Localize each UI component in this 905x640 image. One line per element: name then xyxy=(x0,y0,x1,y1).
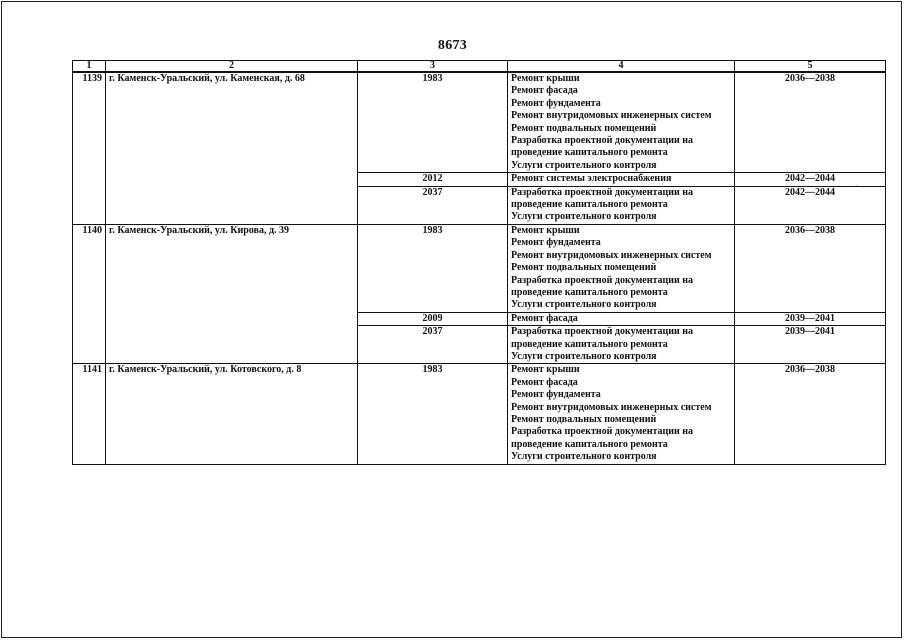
work-item: Ремонт крыши xyxy=(511,73,580,84)
commissioning-year: 2037 xyxy=(358,186,508,224)
works-list xyxy=(508,326,735,364)
work-item: Ремонт системы электроснабжения xyxy=(511,173,672,185)
work-item: Разработка проектной документации на xyxy=(511,426,694,438)
table-row xyxy=(73,224,886,312)
work-item: Ремонт фундамента xyxy=(511,237,601,249)
commissioning-year: 2012 xyxy=(358,173,508,186)
work-item: Ремонт подвальных помещений xyxy=(511,262,657,274)
work-item: проведение капитального ремонта xyxy=(511,199,668,211)
row-number: 1141 xyxy=(73,364,106,464)
scan-speck: · xyxy=(855,182,858,191)
work-item: Ремонт внутридомовых инженерных систем xyxy=(511,110,712,122)
column-number-row xyxy=(73,61,886,73)
work-item: Услуги строительного контроля xyxy=(511,299,657,311)
work-item: Ремонт фасада xyxy=(511,376,578,388)
repair-period: 2039—2041 xyxy=(735,312,886,325)
work-item: Услуги строительного контроля xyxy=(511,451,657,463)
work-item: Разработка проектной документации на xyxy=(511,135,694,147)
repair-schedule-table xyxy=(72,60,886,465)
work-item: Разработка проектной документации на xyxy=(511,274,694,286)
column-header-4: 4 xyxy=(508,61,735,73)
row-number: 1139 xyxy=(73,72,106,224)
repair-period: 2042—2044 xyxy=(735,173,886,186)
commissioning-year: 1983 xyxy=(358,72,508,173)
repair-period: 2039—2041 xyxy=(735,326,886,364)
work-item: Ремонт фундамента xyxy=(511,97,601,109)
page-number: 8673 xyxy=(437,38,468,53)
row-number: 1140 xyxy=(73,224,106,363)
repair-period: 2036—2038 xyxy=(735,224,886,312)
works-list xyxy=(508,312,735,325)
work-item: Ремонт внутридомовых инженерных систем xyxy=(511,401,712,413)
table-row xyxy=(73,364,886,464)
works-list xyxy=(508,364,735,464)
work-item: Разработка проектной документации на xyxy=(511,186,694,198)
work-item: Ремонт крыши xyxy=(511,364,580,376)
work-item: проведение капитального ремонта xyxy=(511,147,668,159)
table-row xyxy=(73,72,886,173)
work-item: Ремонт фасада xyxy=(511,312,578,324)
column-header-2: 2 xyxy=(106,61,358,73)
works-list xyxy=(508,72,735,173)
work-item: Разработка проектной документации на xyxy=(511,326,694,338)
works-list xyxy=(508,173,735,186)
works-list xyxy=(508,186,735,224)
commissioning-year: 1983 xyxy=(358,364,508,464)
work-item: Ремонт внутридомовых инженерных систем xyxy=(511,249,712,261)
column-header-1: 1 xyxy=(73,61,106,73)
building-address: г. Каменск-Уральский, ул. Котовского, д. 8 xyxy=(106,364,358,464)
building-address: г. Каменск-Уральский, ул. Кирова, д. 39 xyxy=(106,224,358,363)
work-item: Ремонт подвальных помещений xyxy=(511,413,657,425)
column-header-5: 5 xyxy=(735,61,886,73)
building-address: г. Каменск-Уральский, ул. Каменская, д. 68 xyxy=(106,72,358,224)
works-list xyxy=(508,224,735,312)
work-item: Ремонт крыши xyxy=(511,224,580,236)
work-item: Услуги строительного контроля xyxy=(511,350,657,362)
work-item: Услуги строительного контроля xyxy=(511,159,657,171)
work-item: Ремонт подвальных помещений xyxy=(511,122,657,134)
commissioning-year: 2037 xyxy=(358,326,508,364)
column-header-3: 3 xyxy=(358,61,508,73)
table-body xyxy=(73,72,886,464)
work-item: Ремонт фасада xyxy=(511,85,578,97)
work-item: Ремонт фундамента xyxy=(511,389,601,401)
repair-period: 2036—2038 xyxy=(735,364,886,464)
commissioning-year: 2009 xyxy=(358,312,508,325)
work-item: проведение капитального ремонта xyxy=(511,438,668,450)
work-item: Услуги строительного контроля xyxy=(511,211,657,223)
work-item: проведение капитального ремонта xyxy=(511,338,668,350)
work-item: проведение капитального ремонта xyxy=(511,286,668,298)
repair-period: 2042—2044 xyxy=(735,186,886,224)
commissioning-year: 1983 xyxy=(358,224,508,312)
repair-period: 2036—2038 xyxy=(735,72,886,173)
